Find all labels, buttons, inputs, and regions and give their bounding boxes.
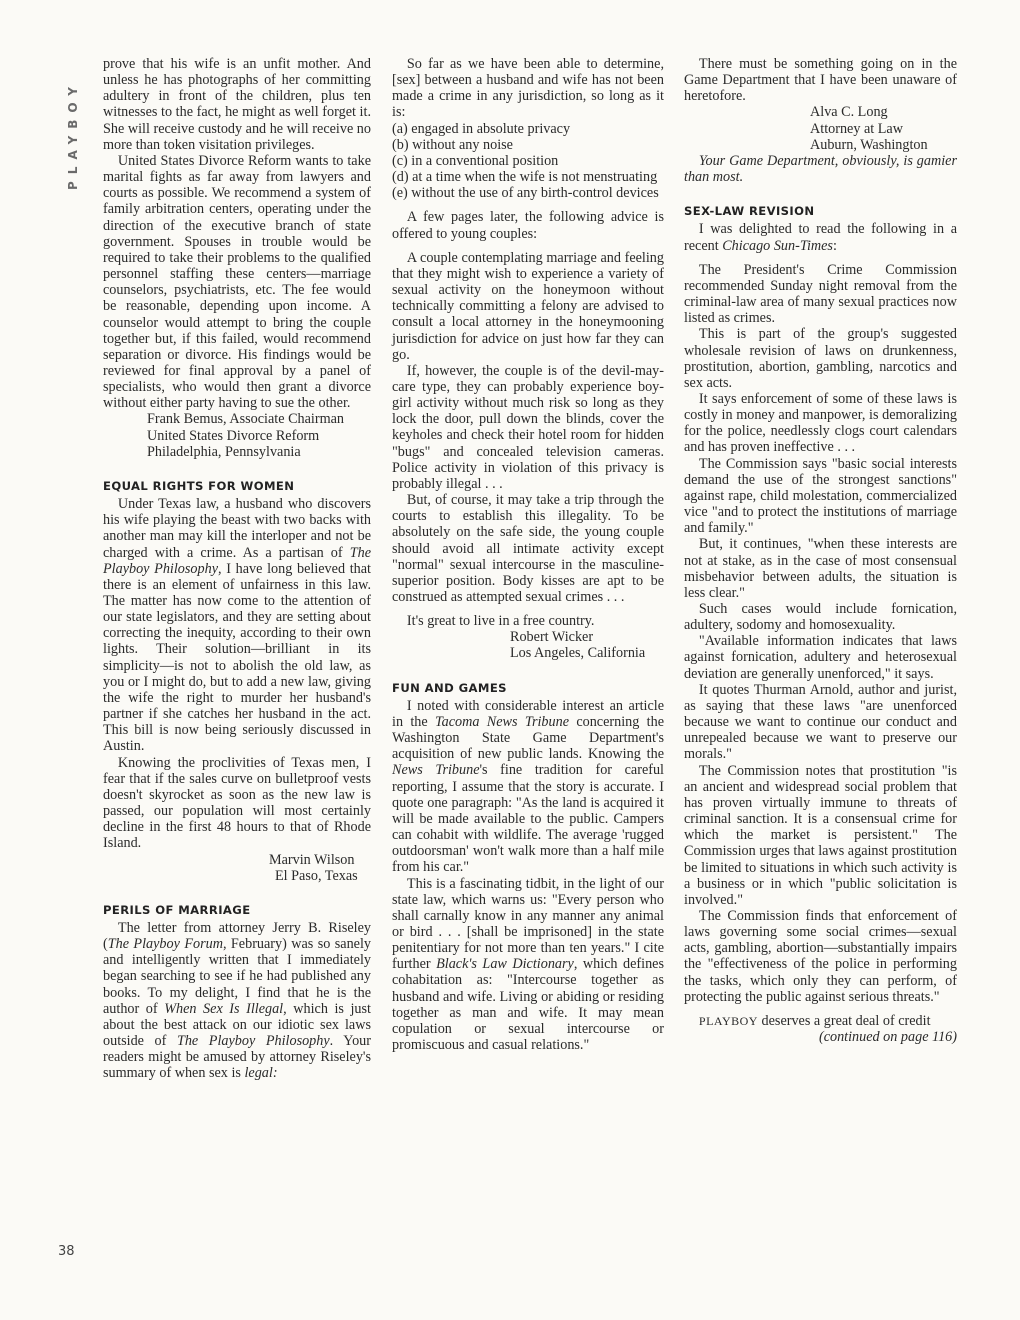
magazine-masthead: PLAYBOY (66, 80, 80, 190)
paragraph-so-far: So far as we have been able to determine, [sex] between a husband and wife has not been made a crime in any jurisdiction, so long as it is: (392, 56, 664, 121)
quote-paragraph: This is part of the group's suggested wholesale revision of laws on drunkenness, prostitution, abortion, gambling, narcotics and sex acts. (684, 326, 957, 391)
signature-name: Alva C. Long (810, 104, 888, 121)
signature-name: Frank Bemus, Associate Chairman (147, 411, 345, 428)
paragraph-tidbit: This is a fascinating tidbit, in the light of our state law, which warns us: "Every person who shall carnally know in any manner any animal or bird . . . [shall be imprisoned] in the state penitentiary for not more than ten years." I cite further Black's Law Dictionary, which defines cohabitation as: "Intercourse together as husband and wife. Living or abiding or residing together as man and wife. It may mean copulation or sexual intercourse or promiscuous and casual relations." (392, 875, 664, 1054)
quoted-passage (684, 262, 957, 1005)
quote-paragraph: The Commission says "basic social interests demand the use of the strongest sanctions" against rape, child molestation, commercialized vice "and to protect the institutions of marriage and family." (684, 455, 957, 537)
signature-name: Marvin Wilson (269, 851, 355, 868)
signature-org: United States Divorce Reform (147, 427, 320, 444)
quote-paragraph: The Commission finds that enforcement of laws governing some social crimes—sexual acts, gambling, abortion—substantially impairs the "effectiveness of the police in performing the tasks, which only they can perform, of protecting the public against serious threats." (684, 907, 957, 1005)
paragraph-few-pages: A few pages later, the following advice is offered to young couples: (392, 209, 664, 242)
signature-place: El Paso, Texas (275, 867, 358, 884)
list-item: (c) in a conventional position (392, 152, 559, 169)
column-3 (684, 56, 957, 1045)
quote-paragraph: Such cases would include fornication, adultery, sodomy and homosexuality. (684, 601, 957, 634)
list-item: (a) engaged in absolute privacy (392, 120, 571, 137)
list-item: (b) without any noise (392, 136, 513, 153)
signature-block (103, 411, 371, 459)
signature-place: Philadelphia, Pennsylvania (147, 443, 301, 460)
signature-place: Los Angeles, California (510, 645, 646, 662)
section-heading-fun-and-games: FUN AND GAMES (392, 680, 507, 695)
list-item: (d) at a time when the wife is not menstruating (392, 169, 658, 186)
signature-place: Auburn, Washington (810, 136, 928, 153)
section-heading-equal-rights: EQUAL RIGHTS FOR WOMEN (103, 478, 295, 493)
signature-block (392, 629, 664, 661)
signature-title: Attorney at Law (810, 120, 903, 137)
column-2 (392, 56, 664, 1053)
quote-paragraph: A couple contemplating marriage and feeling that they might wish to experience a variety of sexual activity on the honeymoon without technically committing a felony are advised to consult a local attorney in the honeymooning jurisdiction for advice on just how far they can go. (392, 249, 664, 363)
quote-paragraph: It quotes Thurman Arnold, author and jurist, as saying that these laws "are unenforced because we want to continue our conduct and unrepealed because we want to preserve our morals." (684, 681, 957, 763)
quote-paragraph: But, of course, it may take a trip through the courts to establish this illegality. To be absolutely on the safe side, the young couple should avoid all intimate activity except "normal" sexual intercourse in the masculine-superior position. Body kisses are apt to be construed as attempted sexual crimes . . . (392, 492, 664, 605)
quote-paragraph: But, it continues, "when these interests are not at stake, as in the case of most consensual misbehavior between adults, the situation is less clear." (684, 536, 957, 601)
editor-response: Your Game Department, obviously, is gamier than most. (684, 152, 957, 186)
paragraph-fun: I noted with considerable interest an article in the Tacoma News Tribune concerning the Washington State Game Department's acquisition of new public lands. Knowing the News Tribune's fine tradition for careful reporting, I assume that the story is accurate. I quote one paragraph: "As the land is acquired it will be made available to the public. Campers can cohabit with wildlife. The average 'rugged outdoorsman' won't walk more than a half mile from his car." (392, 697, 665, 876)
paragraph-great: It's great to live in a free country. (406, 613, 595, 630)
paragraph-playboy-credit: PLAYBOY deserves a great deal of credit (698, 1012, 931, 1029)
quote-paragraph: The Commission notes that prostitution "is an ancient and widespread social problem that has proven virtually immune to threats of criminal sanction. It is a consensual crime for which the market is persistent." The Commission urges that laws against prostitution be limited to situations in which such activity is a business or in which "public solicitation is involved." (684, 762, 957, 908)
signature-block (103, 852, 371, 884)
paragraph-perils: The letter from attorney Jerry B. Riseley (The Playboy Forum, February) was so sanely and intelligently written that I immediately began searching to see if he had published any books. To my delight, I find that he is the author of When Sex Is Illegal, which is just about the best attack on our idiotic sex laws outside of The Playboy Philosophy. Your readers might be amused by attorney Riseley's summary of when sex is legal: (103, 919, 371, 1082)
paragraph-delighted: I was delighted to read the following in a recent Chicago Sun-Times: (684, 221, 957, 254)
section-heading-perils-of-marriage: PERILS OF MARRIAGE (103, 902, 251, 917)
signature-block (684, 104, 957, 152)
page-number: 38 (58, 1244, 75, 1259)
section-heading-sex-law-revision: SEX-LAW REVISION (684, 204, 815, 219)
quoted-passage (392, 250, 664, 605)
paragraph-continued: prove that his wife is an unfit mother. And unless he has photographs of her committing adultery in front of the children, plus ten witnesses to the fact, he might as well forget it. She will receive custody and he will receive no more than token visitation privileges. (103, 56, 371, 153)
quote-paragraph: It says enforcement of some of these laws is costly in money and manpower, is demoralizing for the police, needlessly clogs court calendars and has proven ineffective . . . (684, 390, 957, 456)
paragraph-knowing: Knowing the proclivities of Texas men, I fear that if the sales curve on bulletproof vests doesn't skyrocket as soon as the new law is passed, our population will most certainly decline in the first 48 hours to that of Rhode Island. (103, 754, 371, 852)
list-item: (e) without the use of any birth-control devices (392, 185, 659, 202)
quote-paragraph: If, however, the couple is of the devil-may-care type, they can probably experience boy-girl activity without much risk so long as they lock the door, pull down the blinds, cover the keyholes and check their hotel room for hidden "bugs" and concealed television cameras. Police activity in violation of this privacy is probably illegal . . . (392, 362, 664, 492)
paragraph-texas-law: Under Texas law, a husband who discovers his wife playing the beast with two backs with another man may kill the interloper and not be charged with a crime. As a partisan of The Playboy Philosophy, I have long believed that there is an element of unfairness in this law. The matter has now come to the attention of our state legislators, and they are setting about correcting the inequity, according to their own lights. Their solution—brilliant in its simplicity—is not to abolish the old law, as you or I might do, but to add a new law, giving the wife the right to murder her husband's partner if she catches her husband in the act. This bill is now being seriously discussed in Austin. (103, 496, 371, 755)
signature-name: Robert Wicker (510, 629, 594, 646)
quote-paragraph: The President's Crime Commission recommended Sunday night removal from the criminal-law area of many sexual practices now listed as crimes. (684, 261, 957, 327)
paragraph-divorce-reform: United States Divorce Reform wants to take marital fights as far away from lawyers and courts as possible. We recommend a system of family arbitration centers, operating under the direction of the executive branch of state government. Spouses in trouble would be required to take their problems to the qualified personnel staffing these centers—marriage counselors, psychiatrists, etc. The fee would be reasonable, depending upon income. A counselor would attempt to bring the couple together but, if this failed, would recommend separation or divorce. His findings would be reviewed for final approval by a panel of specialists, who would then grant a divorce without either party having to sue the other. (103, 152, 371, 412)
column-1 (103, 56, 371, 1082)
continued-notice: (continued on page 116) (818, 1029, 957, 1046)
paragraph-there-must: There must be something going on in the Game Department that I have been unaware of heretofore. (684, 56, 957, 105)
quote-paragraph: "Available information indicates that laws against fornication, adultery and heterosexual deviation are generally unenforced," it says. (684, 633, 957, 682)
